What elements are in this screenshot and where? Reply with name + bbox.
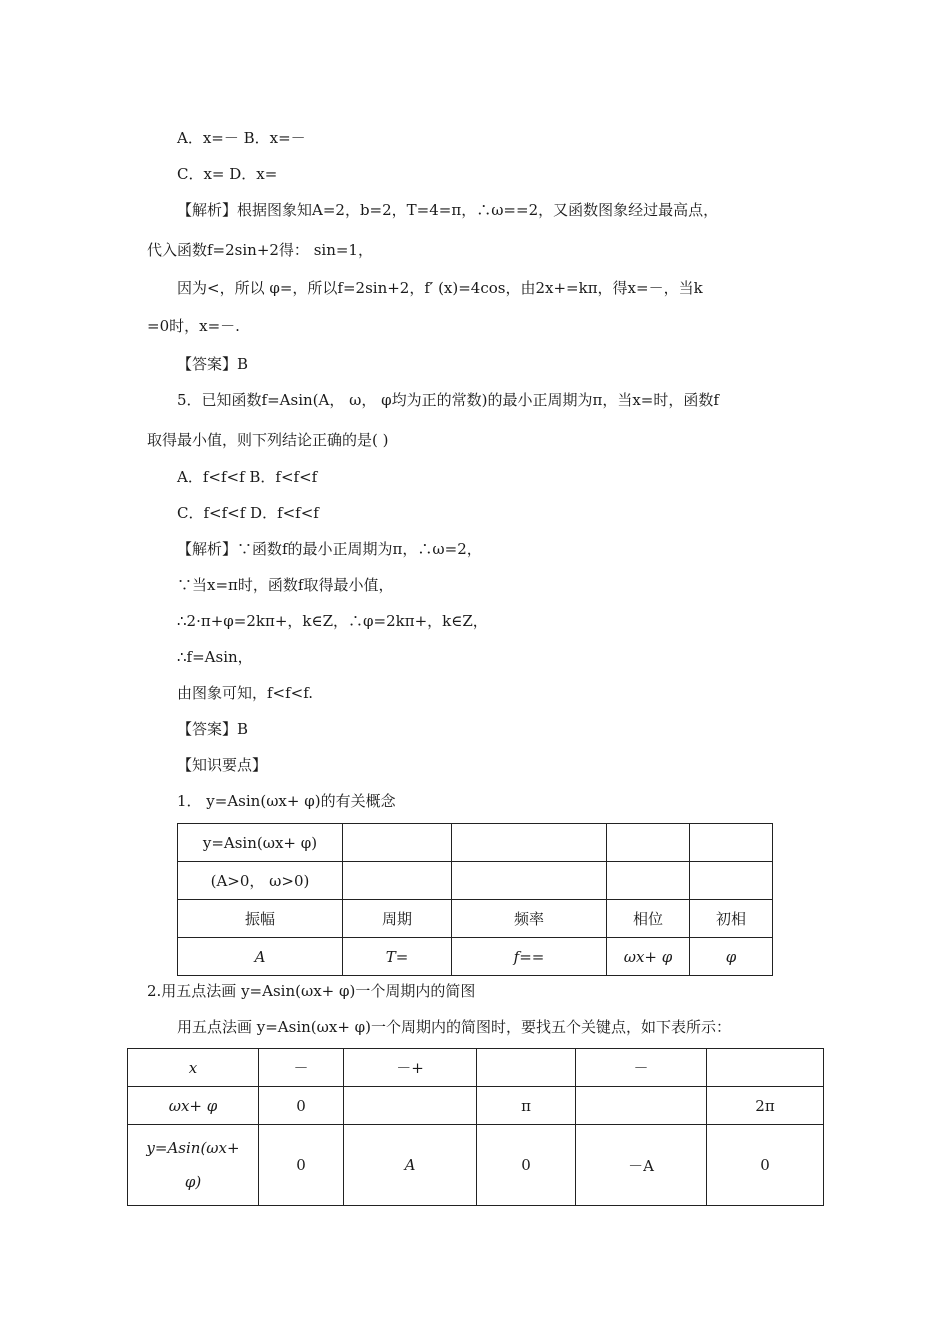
table-cell: ωx+ φ	[607, 938, 690, 976]
option-line-ab: A．f<f<f B．f<f<f	[177, 468, 318, 486]
table-cell: 2π	[707, 1087, 824, 1125]
subsection-heading: 2.用五点法画 y=Asin(ωx+ φ)一个周期内的简图	[147, 982, 476, 1000]
table-header: 初相	[690, 900, 773, 938]
answer-line: 【答案】B	[177, 355, 249, 373]
table-cell	[690, 824, 773, 862]
table-cell	[343, 862, 452, 900]
analysis-line: ∴f=Asin，	[177, 648, 253, 666]
option-line-cd: C．x= D．x=	[177, 165, 278, 183]
option-line-cd: C．f<f<f D．f<f<f	[177, 504, 319, 522]
question-5: 5．已知函数f=Asin(A， ω， φ均为正的常数)的最小正周期为π，当x=时，函数f	[177, 391, 719, 409]
section-heading: 【知识要点】	[177, 756, 268, 774]
table-cell: A	[344, 1125, 477, 1206]
table-cell	[690, 862, 773, 900]
table-header: 振幅	[178, 900, 343, 938]
table-cell	[607, 824, 690, 862]
table-cell	[576, 1087, 707, 1125]
table-cell: x	[128, 1049, 259, 1087]
answer-line: 【答案】B	[177, 720, 249, 738]
table-cell: y=Asin(ωx+ φ)	[178, 824, 343, 862]
table-cell: T=	[343, 938, 452, 976]
question-5-cont: 取得最小值，则下列结论正确的是( )	[147, 431, 389, 449]
analysis-line: ∴2·π+φ=2kπ+，k∈Z，∴φ=2kπ+，k∈Z，	[177, 612, 488, 630]
table-cell: －+	[344, 1049, 477, 1087]
analysis-line: =0时，x=－.	[147, 317, 240, 335]
table-cell: φ	[690, 938, 773, 976]
analysis-line: 代入函数f=2sin+2得： sin=1，	[147, 241, 373, 259]
table-cell: 0	[477, 1125, 576, 1206]
analysis-line: 因为<，所以 φ=，所以f=2sin+2，f′ (x)=4cos，由2x+=kπ，得x=－，当k	[177, 279, 703, 297]
table-header: 周期	[343, 900, 452, 938]
table-cell	[452, 824, 607, 862]
table-cell	[707, 1049, 824, 1087]
table-cell: 0	[259, 1125, 344, 1206]
five-point-table	[127, 1048, 824, 1206]
table-cell	[344, 1087, 477, 1125]
table-header: 频率	[452, 900, 607, 938]
table-cell	[452, 862, 607, 900]
table-header: 相位	[607, 900, 690, 938]
analysis-line: 【解析】∵函数f的最小正周期为π，∴ω=2，	[177, 540, 482, 558]
table-cell	[477, 1049, 576, 1087]
concept-table	[177, 823, 773, 976]
analysis-line: 【解析】根据图象知A=2，b=2，T=4=π，∴ω==2，又函数图象经过最高点，	[177, 201, 719, 219]
option-line-ab: A．x=－ B．x=－	[177, 129, 306, 147]
table-cell: ωx+ φ	[128, 1087, 259, 1125]
table-cell: －	[259, 1049, 344, 1087]
table-cell: －	[576, 1049, 707, 1087]
table-cell: 0	[707, 1125, 824, 1206]
table-cell	[607, 862, 690, 900]
analysis-line: ∵当x=π时，函数f取得最小值，	[177, 576, 394, 594]
table-cell: A	[178, 938, 343, 976]
table-cell: (A>0， ω>0)	[178, 862, 343, 900]
table-cell: －A	[576, 1125, 707, 1206]
subsection-heading: 1． y=Asin(ωx+ φ)的有关概念	[177, 792, 396, 810]
table-cell: f==	[452, 938, 607, 976]
analysis-line: 由图象可知，f<f<f.	[177, 684, 314, 702]
paragraph: 用五点法画 y=Asin(ωx+ φ)一个周期内的简图时，要找五个关键点，如下表所示：	[177, 1018, 732, 1036]
table-cell: y=Asin(ωx+ φ)	[128, 1125, 259, 1206]
table-cell	[343, 824, 452, 862]
table-cell: 0	[259, 1087, 344, 1125]
table-cell: π	[477, 1087, 576, 1125]
